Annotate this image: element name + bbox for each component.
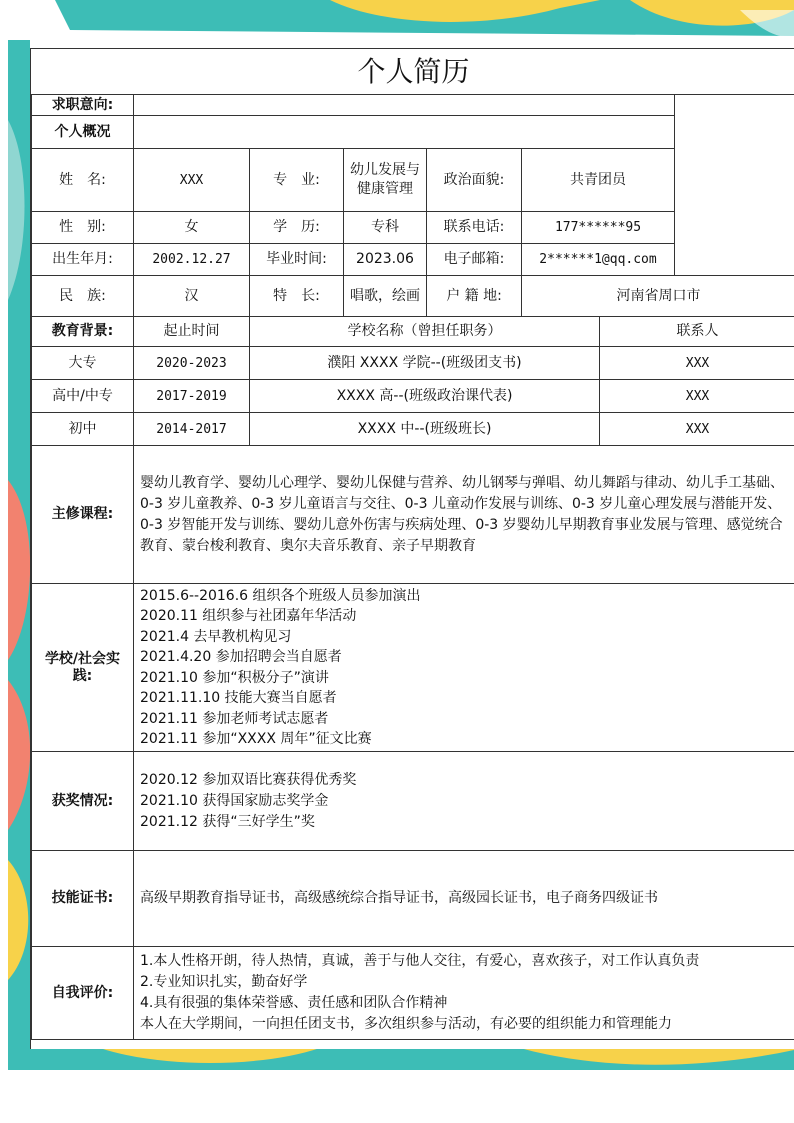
major-label: 专 业:: [250, 149, 344, 212]
education-row: [32, 380, 794, 413]
awards-label: 获奖情况:: [32, 752, 134, 851]
practice-list: [134, 584, 794, 752]
award-item: 2021.12 获得“三好学生”奖: [140, 813, 315, 830]
resume-sheet: [30, 48, 794, 1049]
education-header-contact: 联系人: [600, 317, 794, 347]
email-value: 2******1@qq.com: [522, 244, 675, 276]
job-intent-label: 求职意向:: [32, 95, 134, 116]
birth-label: 出生年月:: [32, 244, 134, 276]
gender-value: 女: [134, 212, 250, 244]
award-item: 2021.10 获得国家励志奖学金: [140, 792, 329, 809]
resume-table: [31, 49, 794, 1040]
education-level-value: 专科: [344, 212, 427, 244]
education-contact: XXX: [600, 380, 794, 413]
education-contact: XXX: [600, 413, 794, 446]
education-row: [32, 347, 794, 380]
education-period: 2017-2019: [134, 380, 250, 413]
major-value: 幼儿发展与健康管理: [344, 149, 427, 212]
graduation-value: 2023.06: [344, 244, 427, 276]
overview-value: [134, 116, 675, 149]
practice-item: 2021.11 参加“XXXX 周年”征文比赛: [140, 731, 372, 747]
ethnic-label: 民 族:: [32, 276, 134, 317]
education-label: 教育背景:: [32, 317, 134, 347]
education-level: 初中: [32, 413, 134, 446]
hukou-value: 河南省周口市: [522, 276, 794, 317]
education-period: 2020-2023: [134, 347, 250, 380]
page-title: 个人简历: [32, 49, 794, 95]
self-eval-item: 4.具有很强的集体荣誉感、责任感和团队合作精神: [140, 995, 448, 1011]
education-school: 濮阳 XXXX 学院--(班级团支书): [250, 347, 600, 380]
education-level: 高中/中专: [32, 380, 134, 413]
practice-item: 2021.4.20 参加招聘会当自愿者: [140, 649, 342, 665]
ethnic-value: 汉: [134, 276, 250, 317]
gender-label: 性 别:: [32, 212, 134, 244]
graduation-label: 毕业时间:: [250, 244, 344, 276]
practice-label: 学校/社会实践:: [32, 584, 134, 752]
practice-item: 2021.11.10 技能大赛当自愿者: [140, 690, 337, 706]
education-row: [32, 413, 794, 446]
education-header-period: 起止时间: [134, 317, 250, 347]
overview-label: 个人概况: [32, 116, 134, 149]
courses-label: 主修课程:: [32, 446, 134, 584]
birth-value: 2002.12.27: [134, 244, 250, 276]
education-contact: XXX: [600, 347, 794, 380]
political-value: 共青团员: [522, 149, 675, 212]
job-intent-value: [134, 95, 675, 116]
awards-list: [134, 752, 794, 851]
name-label: 姓 名:: [32, 149, 134, 212]
practice-item: 2021.4 去早教机构见习: [140, 628, 292, 645]
courses-text: 婴幼儿教育学、婴幼儿心理学、婴幼儿保健与营养、幼儿钢琴与弹唱、幼儿舞蹈与律动、幼儿手工基础、0-3 岁儿童教养、0-3 岁儿童语言与交往、0-3 儿童动作发展与训练、0-3 岁儿童心理发展与潜能开发、0-3 岁智能开发与训练、婴幼儿意外伤害与疾病处理、0-3 岁婴幼儿早期教育事业发展与管理、感觉统合教育、蒙台梭利教育、奥尔夫音乐教育、亲子早期教育: [134, 446, 794, 584]
education-level: 大专: [32, 347, 134, 380]
award-item: 2020.12 参加双语比赛获得优秀奖: [140, 771, 357, 788]
hukou-label: 户 籍 地:: [427, 276, 522, 317]
skills-text: 高级早期教育指导证书，高级感统综合指导证书，高级园长证书，电子商务四级证书: [134, 851, 794, 947]
education-level-label: 学 历:: [250, 212, 344, 244]
phone-value: 177******95: [522, 212, 675, 244]
education-header-school: 学校名称（曾担任职务）: [250, 317, 600, 347]
hobby-value: 唱歌，绘画: [344, 276, 427, 317]
hobby-label: 特 长:: [250, 276, 344, 317]
self-eval-label: 自我评价:: [32, 947, 134, 1040]
phone-label: 联系电话:: [427, 212, 522, 244]
education-school: XXXX 高--(班级政治课代表): [250, 380, 600, 413]
practice-item: 2021.11 参加老师考试志愿者: [140, 710, 329, 727]
practice-item: 2021.10 参加“积极分子”演讲: [140, 669, 329, 686]
self-eval-item: 1.本人性格开朗，待人热情，真诚，善于与他人交往，有爱心，喜欢孩子，对工作认真负责: [140, 953, 700, 969]
political-label: 政治面貌:: [427, 149, 522, 212]
self-eval-list: [134, 947, 794, 1040]
name-value: XXX: [134, 149, 250, 212]
self-eval-item: 2.专业知识扎实，勤奋好学: [140, 974, 308, 990]
practice-item: 2020.11 组织参与社团嘉年华活动: [140, 608, 357, 624]
self-eval-item: 本人在大学期间，一向担任团支书，多次组织参与活动，有必要的组织能力和管理能力: [140, 1016, 672, 1032]
practice-item: 2015.6--2016.6 组织各个班级人员参加演出: [140, 587, 421, 604]
education-school: XXXX 中--(班级班长): [250, 413, 600, 446]
education-period: 2014-2017: [134, 413, 250, 446]
email-label: 电子邮箱:: [427, 244, 522, 276]
skills-label: 技能证书:: [32, 851, 134, 947]
